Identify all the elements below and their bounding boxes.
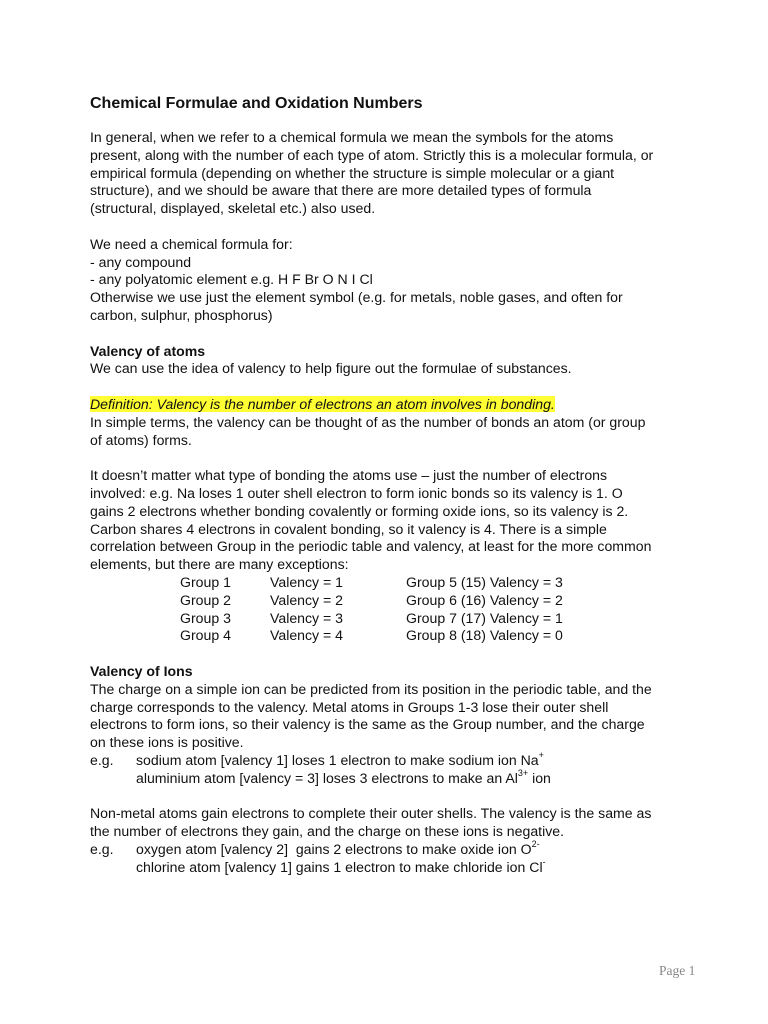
group-right-cell: Group 8 (18) Valency = 0	[406, 627, 563, 644]
group-right-cell: Group 6 (16) Valency = 2	[406, 591, 563, 608]
intro-line: present, along with the number of each type of atom. Strictly this is a molecular formula, or	[90, 146, 654, 163]
ions-line: The charge on a simple ion can be predicted from its position in the periodic table, and the	[90, 680, 652, 697]
example-body: sodium atom [valency 1] loses 1 electron to make sodium ion Na	[136, 751, 539, 768]
example-row	[90, 856, 700, 877]
valency-cell: Valency = 3	[270, 609, 343, 626]
charge-superscript: 3+	[517, 768, 529, 778]
charge-superscript: 2-	[531, 839, 540, 850]
bonding-line: It doesn’t matter what type of bonding the atoms use – just the number of electrons	[90, 467, 608, 484]
section-heading-valency-ions: Valency of Ions	[90, 662, 193, 679]
bonding-line: elements, but there are many exceptions:	[90, 556, 349, 573]
bonding-line: Carbon shares 4 electrons in covalent bonding, so it valency is 4. There is a simple	[90, 520, 607, 537]
valency-cell: Valency = 4	[270, 627, 343, 644]
intro-line: structure), and we should be aware that there are more detailed types of formula	[90, 182, 592, 199]
example-row	[90, 841, 700, 859]
bonding-line: correlation between Group in the periodic table and valency, at least for the more common	[90, 538, 652, 555]
group-cell: Group 3	[180, 609, 231, 626]
page-number: Page 1	[659, 963, 696, 978]
group-cell: Group 1	[180, 573, 231, 590]
need-line: - any polyatomic element e.g. H F Br O N I Cl	[90, 271, 373, 288]
example-tail: ion	[528, 769, 551, 786]
ions-line: electrons to form ions, so their valency is the same as the Group number, and the charge	[90, 716, 645, 733]
need-line: We need a chemical formula for:	[90, 235, 293, 252]
example-text	[136, 841, 540, 859]
group-row	[90, 610, 700, 628]
valency-atoms-line: We can use the idea of valency to help figure out the formulae of substances.	[90, 360, 572, 377]
example-row	[90, 752, 700, 770]
ions-line: on these ions is positive.	[90, 734, 244, 751]
definition-line	[90, 396, 700, 414]
need-line: carbon, sulphur, phosphorus)	[90, 306, 273, 323]
nonmetal-line: Non-metal atoms gain electrons to complete their outer shells. The valency is the same as	[90, 805, 652, 822]
example-row	[90, 770, 700, 788]
group-row	[90, 592, 700, 610]
example-body: oxygen atom [valency 2] gains 2 electrons to make oxide ion O	[136, 840, 532, 857]
intro-line: (structural, displayed, skeletal etc.) also used.	[90, 200, 376, 217]
example-text	[136, 856, 546, 877]
ions-line: charge corresponds to the valency. Metal atoms in Groups 1-3 lose their outer shell	[90, 698, 609, 715]
need-line: Otherwise we use just the element symbol (e.g. for metals, noble gases, and often for	[90, 289, 623, 306]
example-text	[136, 752, 544, 770]
intro-line: empirical formula (depending on whether the structure is simple molecular or a giant	[90, 164, 615, 181]
bonding-line: gains 2 electrons whether bonding covalently or forming oxide ions, so its valency is 2.	[90, 502, 629, 519]
page-title: Chemical Formulae and Oxidation Numbers	[90, 95, 423, 112]
document-body	[90, 94, 700, 876]
eg-label: e.g.	[90, 751, 114, 768]
example-text	[136, 770, 551, 788]
valency-cell: Valency = 1	[270, 573, 343, 590]
intro-line: In general, when we refer to a chemical formula we mean the symbols for the atoms	[90, 129, 614, 145]
valency-cell: Valency = 2	[270, 591, 343, 608]
nonmetal-line: the number of electrons they gain, and the charge on these ions is negative.	[90, 823, 565, 840]
group-right-cell: Group 7 (17) Valency = 1	[406, 609, 563, 626]
group-row	[90, 574, 700, 592]
section-heading-valency-atoms: Valency of atoms	[90, 342, 206, 359]
need-line: - any compound	[90, 253, 192, 270]
group-right-cell: Group 5 (15) Valency = 3	[406, 573, 563, 590]
bonding-line: involved: e.g. Na loses 1 outer shell electron to form ionic bonds so its valency is 1. O	[90, 484, 623, 501]
example-body: chlorine atom [valency 1] gains 1 electron to make chloride ion Cl	[136, 858, 543, 875]
simple-line: of atoms) forms.	[90, 431, 192, 448]
group-valency-table	[90, 574, 700, 645]
charge-superscript: +	[538, 750, 544, 761]
definition-highlight: Definition: Valency is the number of electrons an atom involves in bonding.	[90, 395, 555, 412]
group-cell: Group 4	[180, 627, 231, 644]
eg-label: e.g.	[90, 840, 114, 857]
charge-superscript: -	[542, 856, 546, 867]
group-row	[90, 627, 700, 645]
example-body: aluminium atom [valency = 3] loses 3 electrons to make an Al	[136, 769, 518, 786]
group-cell: Group 2	[180, 591, 231, 608]
simple-line: In simple terms, the valency can be thought of as the number of bonds an atom (or group	[90, 413, 646, 430]
